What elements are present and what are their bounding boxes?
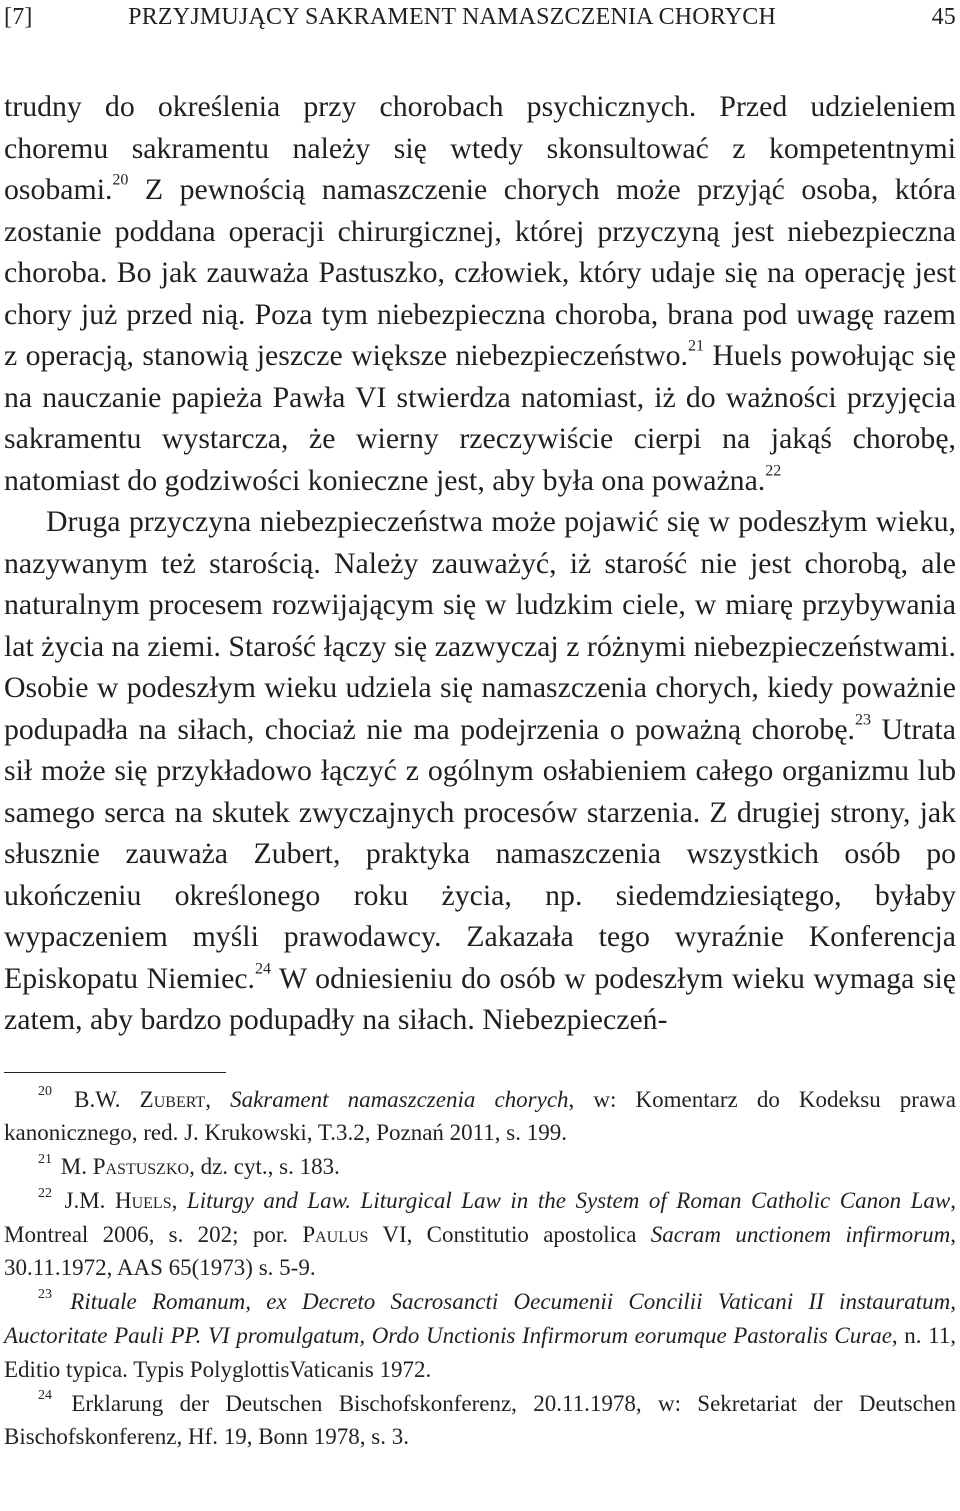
author-name: Paulus	[302, 1221, 369, 1247]
author-name: Zubert	[139, 1086, 206, 1112]
footnote-20	[4, 1083, 956, 1151]
paragraph-2	[4, 501, 956, 1041]
footnote-ref-21[interactable]: 21	[688, 337, 704, 355]
text-run: trudny do określenia przy chorobach psychicznych. Przed udzieleniem choremu sakramentu należy się wtedy skonsultować z kompetentnymi osobami.	[4, 90, 956, 206]
section-marker: [7]	[4, 4, 33, 30]
text-run: , dz. cyt., s. 183.	[189, 1154, 340, 1180]
text-run: , 30.11.1972, AAS 65(1973) s. 5-9.	[4, 1221, 956, 1281]
text-run: Z pewnością namaszczenie chorych może przyjąć osoba, która zostanie poddana operacji chirurgicznej, której przyczyną jest niebezpieczna choroba. Bo jak zauważa Pastuszko, człowiek, który udaje się na operację jest chory już przed nią. Poza tym niebezpieczna choroba, brana pod uwagę razem z operacją, stanowią jeszcze większe niebezpieczeństwo.	[4, 173, 956, 372]
text-run: ,	[205, 1086, 231, 1112]
main-text	[4, 86, 956, 1041]
work-title: Sakrament namaszczenia chorych	[230, 1086, 569, 1112]
author-name: Huels	[114, 1187, 172, 1213]
text-run: VI, Constitutio apostolica	[368, 1221, 651, 1247]
footnotes	[4, 1083, 956, 1455]
footnote-number: 24	[38, 1388, 52, 1404]
footnote-23	[4, 1285, 956, 1386]
footnote-21	[4, 1150, 956, 1184]
text-run: , w: Komentarz do Kodeksu prawa kanonicznego, red. J. Krukowski, T.3.2, Poznań 2011, s. 199.	[4, 1086, 956, 1146]
text-run: M.	[55, 1154, 93, 1180]
footnote-number: 21	[38, 1151, 52, 1167]
footnote-number: 23	[38, 1287, 52, 1303]
paragraph-1	[4, 86, 956, 501]
text-run: Erklarung der Deutschen Bischofskonferenz, 20.11.1978, w: Sekretariat der Deutschen Bischofskonferenz, Hf. 19, Bonn 1978, s. 3.	[4, 1390, 956, 1450]
work-title: Sacram unctionem infirmorum	[650, 1221, 951, 1247]
footnote-number: 22	[38, 1185, 52, 1201]
text-run: W odniesieniu do osób w podeszłym wieku wymaga się zatem, aby bardzo podupadły na siłach. Niebezpieczeń-	[4, 961, 956, 1036]
page-number: 45	[931, 4, 956, 30]
text-run: ,	[171, 1187, 187, 1213]
text-run: B.W.	[55, 1086, 140, 1112]
footnote-separator	[4, 1072, 226, 1073]
text-run: , Montreal 2006, s. 202; por.	[4, 1187, 957, 1247]
footnote-ref-23[interactable]: 23	[855, 711, 871, 729]
footnote-24	[4, 1387, 956, 1455]
author-name: Pastuszko	[92, 1154, 190, 1180]
work-title: Liturgy and Law. Liturgical Law in the System of Roman Catholic Canon Law	[186, 1187, 951, 1213]
text-run: Utrata sił może się przykładowo łączyć z ogólnym osłabieniem całego organizmu lub samego serca na skutek zwyczajnych procesów starzenia. Z drugiej strony, jak słusznie zauważa Zubert, praktyka namaszczenia wszystkich osób po ukończeniu określonego roku życia, np. siedemdziesiątego, byłaby wypaczeniem myśli prawodawcy. Zakazała tego wyraźnie Konferencja Episkopatu Niemiec.	[4, 712, 956, 995]
footnote-ref-20[interactable]: 20	[112, 171, 129, 189]
work-title: Rituale Romanum, ex Decreto Sacrosancti Oecumenii Concilii Vaticani II instauratum, Auctoritate Pauli PP. VI promulgatum, Ordo Unctionis Infirmorum eorumque Pastoralis Curae	[4, 1289, 956, 1349]
page-header	[4, 0, 956, 60]
footnote-22	[4, 1184, 956, 1285]
footnote-ref-24[interactable]: 24	[255, 960, 272, 978]
text-run: J.M.	[55, 1187, 115, 1213]
text-run: , n. 11, Editio typica. Typis PolyglottisVaticanis 1972.	[4, 1323, 956, 1382]
text-run: Huels powołując się na nauczanie papieża Pawła VI stwierdza natomiast, iż do ważności przyjęcia sakramentu wystarcza, że wierny rzeczywiście cierpi na jakąś chorobę, natomiast do godziwości konieczne jest, aby była ona poważna.	[4, 339, 956, 497]
running-title: PRZYJMUJĄCY SAKRAMENT NAMASZCZENIA CHORYCH	[128, 4, 776, 30]
text-run: Druga przyczyna niebezpieczeństwa może pojawić się w podeszłym wieku, nazywanym też starością. Należy zauważyć, iż starość nie jest chorobą, ale naturalnym procesem rozwijającym się w ludzkim ciele, w miarę przybywania lat życia na ziemi. Starość łączy się zazwyczaj z różnymi niebezpieczeństwami. Osobie w podeszłym wieku udziela się namaszczenia chorych, kiedy poważnie podupadła na siłach, chociaż nie ma podejrzenia o poważną chorobę.	[4, 505, 956, 746]
footnote-ref-22[interactable]: 22	[765, 462, 782, 480]
footnote-number: 20	[38, 1084, 52, 1100]
